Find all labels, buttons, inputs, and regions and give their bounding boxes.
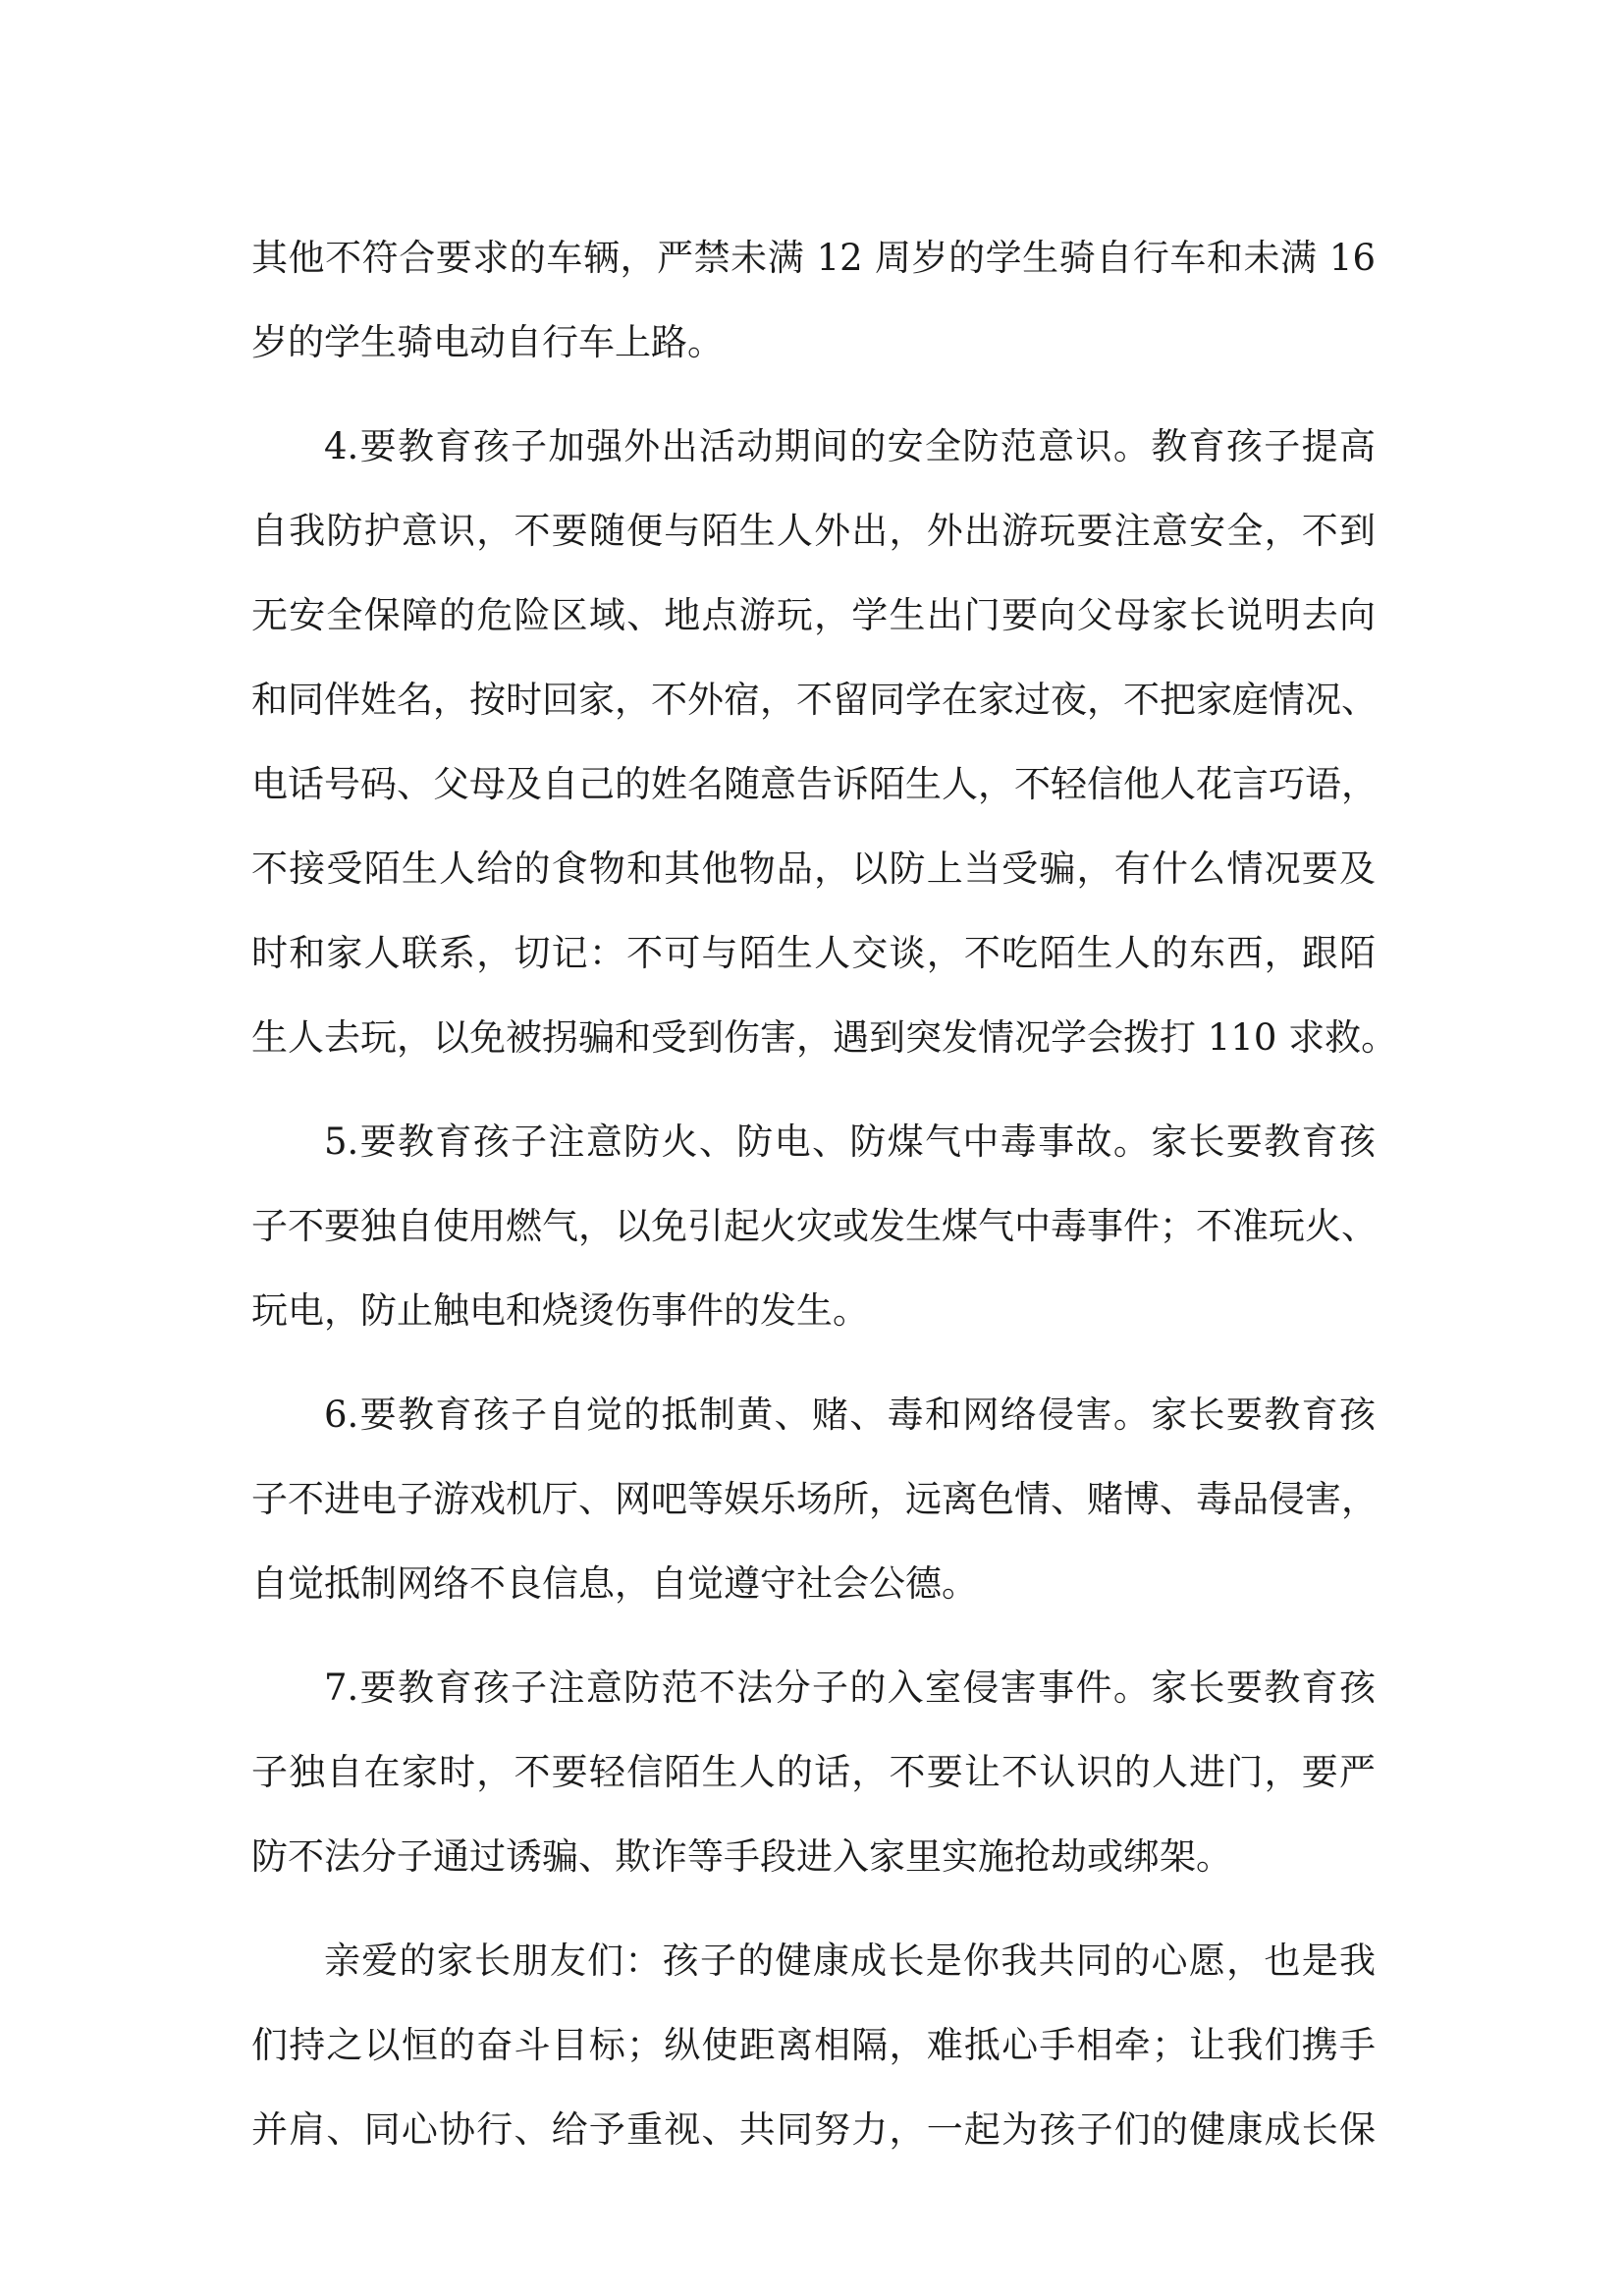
text-line: 生人去玩，以免被拐骗和受到伤害，遇到突发情况学会拨打 110 求救。 <box>251 1016 1398 1059</box>
text-line: 自我防护意识，不要随便与陌生人外出，外出游玩要注意安全，不到 <box>251 510 1376 552</box>
text-line: 玩电，防止触电和烧烫伤事件的发生。 <box>251 1289 869 1332</box>
paragraph-spacer <box>251 385 1376 405</box>
document-body <box>251 216 1398 2172</box>
paragraph-spacer <box>251 1899 1376 1919</box>
text-line: 岁的学生骑电动自行车上路。 <box>251 321 724 363</box>
paragraph-closing <box>251 1919 1376 2172</box>
text-line: 4.要教育孩子加强外出活动期间的安全防范意识。教育孩子提高 <box>324 425 1376 467</box>
text-line: 子不要独自使用燃气，以免引起火灾或发生煤气中毒事件；不准玩火、 <box>251 1205 1378 1247</box>
paragraph-spacer <box>251 1353 1376 1373</box>
paragraph-item-7 <box>251 1646 1376 1899</box>
paragraph-item-6 <box>251 1373 1376 1626</box>
text-line: 和同伴姓名，按时回家，不外宿，不留同学在家过夜，不把家庭情况、 <box>251 679 1378 721</box>
text-line: 子不进电子游戏机厅、网吧等娱乐场所，远离色情、赌博、毒品侵害， <box>251 1478 1378 1520</box>
text-line: 6.要教育孩子自觉的抵制黄、赌、毒和网络侵害。家长要教育孩 <box>324 1394 1376 1436</box>
text-line: 并肩、同心协行、给予重视、共同努力，一起为孩子们的健康成长保 <box>251 2108 1376 2151</box>
text-line: 无安全保障的危险区域、地点游玩，学生出门要向父母家长说明去向 <box>251 594 1376 636</box>
text-line: 5.要教育孩子注意防火、防电、防煤气中毒事故。家长要教育孩 <box>324 1121 1376 1163</box>
paragraph-continued <box>251 216 1376 385</box>
text-line: 自觉抵制网络不良信息，自觉遵守社会公德。 <box>251 1562 978 1605</box>
text-line: 电话号码、父母及自己的姓名随意告诉陌生人，不轻信他人花言巧语， <box>251 763 1378 805</box>
text-line: 7.要教育孩子注意防范不法分子的入室侵害事件。家长要教育孩 <box>324 1667 1376 1709</box>
paragraph-spacer <box>251 1080 1376 1100</box>
text-line: 其他不符合要求的车辆，严禁未满 12 周岁的学生骑自行车和未满 16 <box>251 237 1376 279</box>
paragraph-spacer <box>251 1626 1376 1646</box>
text-line: 时和家人联系，切记：不可与陌生人交谈，不吃陌生人的东西，跟陌 <box>251 932 1376 974</box>
text-line: 不接受陌生人给的食物和其他物品，以防上当受骗，有什么情况要及 <box>251 847 1376 890</box>
paragraph-item-5 <box>251 1100 1376 1353</box>
paragraph-item-4 <box>251 405 1398 1080</box>
text-line: 们持之以恒的奋斗目标；纵使距离相隔，难抵心手相牵；让我们携手 <box>251 2024 1376 2066</box>
text-line: 子独自在家时，不要轻信陌生人的话，不要让不认识的人进门，要严 <box>251 1751 1376 1793</box>
text-line: 亲爱的家长朋友们：孩子的健康成长是你我共同的心愿，也是我 <box>324 1940 1376 1982</box>
text-line: 防不法分子通过诱骗、欺诈等手段进入家里实施抢劫或绑架。 <box>251 1835 1232 1878</box>
